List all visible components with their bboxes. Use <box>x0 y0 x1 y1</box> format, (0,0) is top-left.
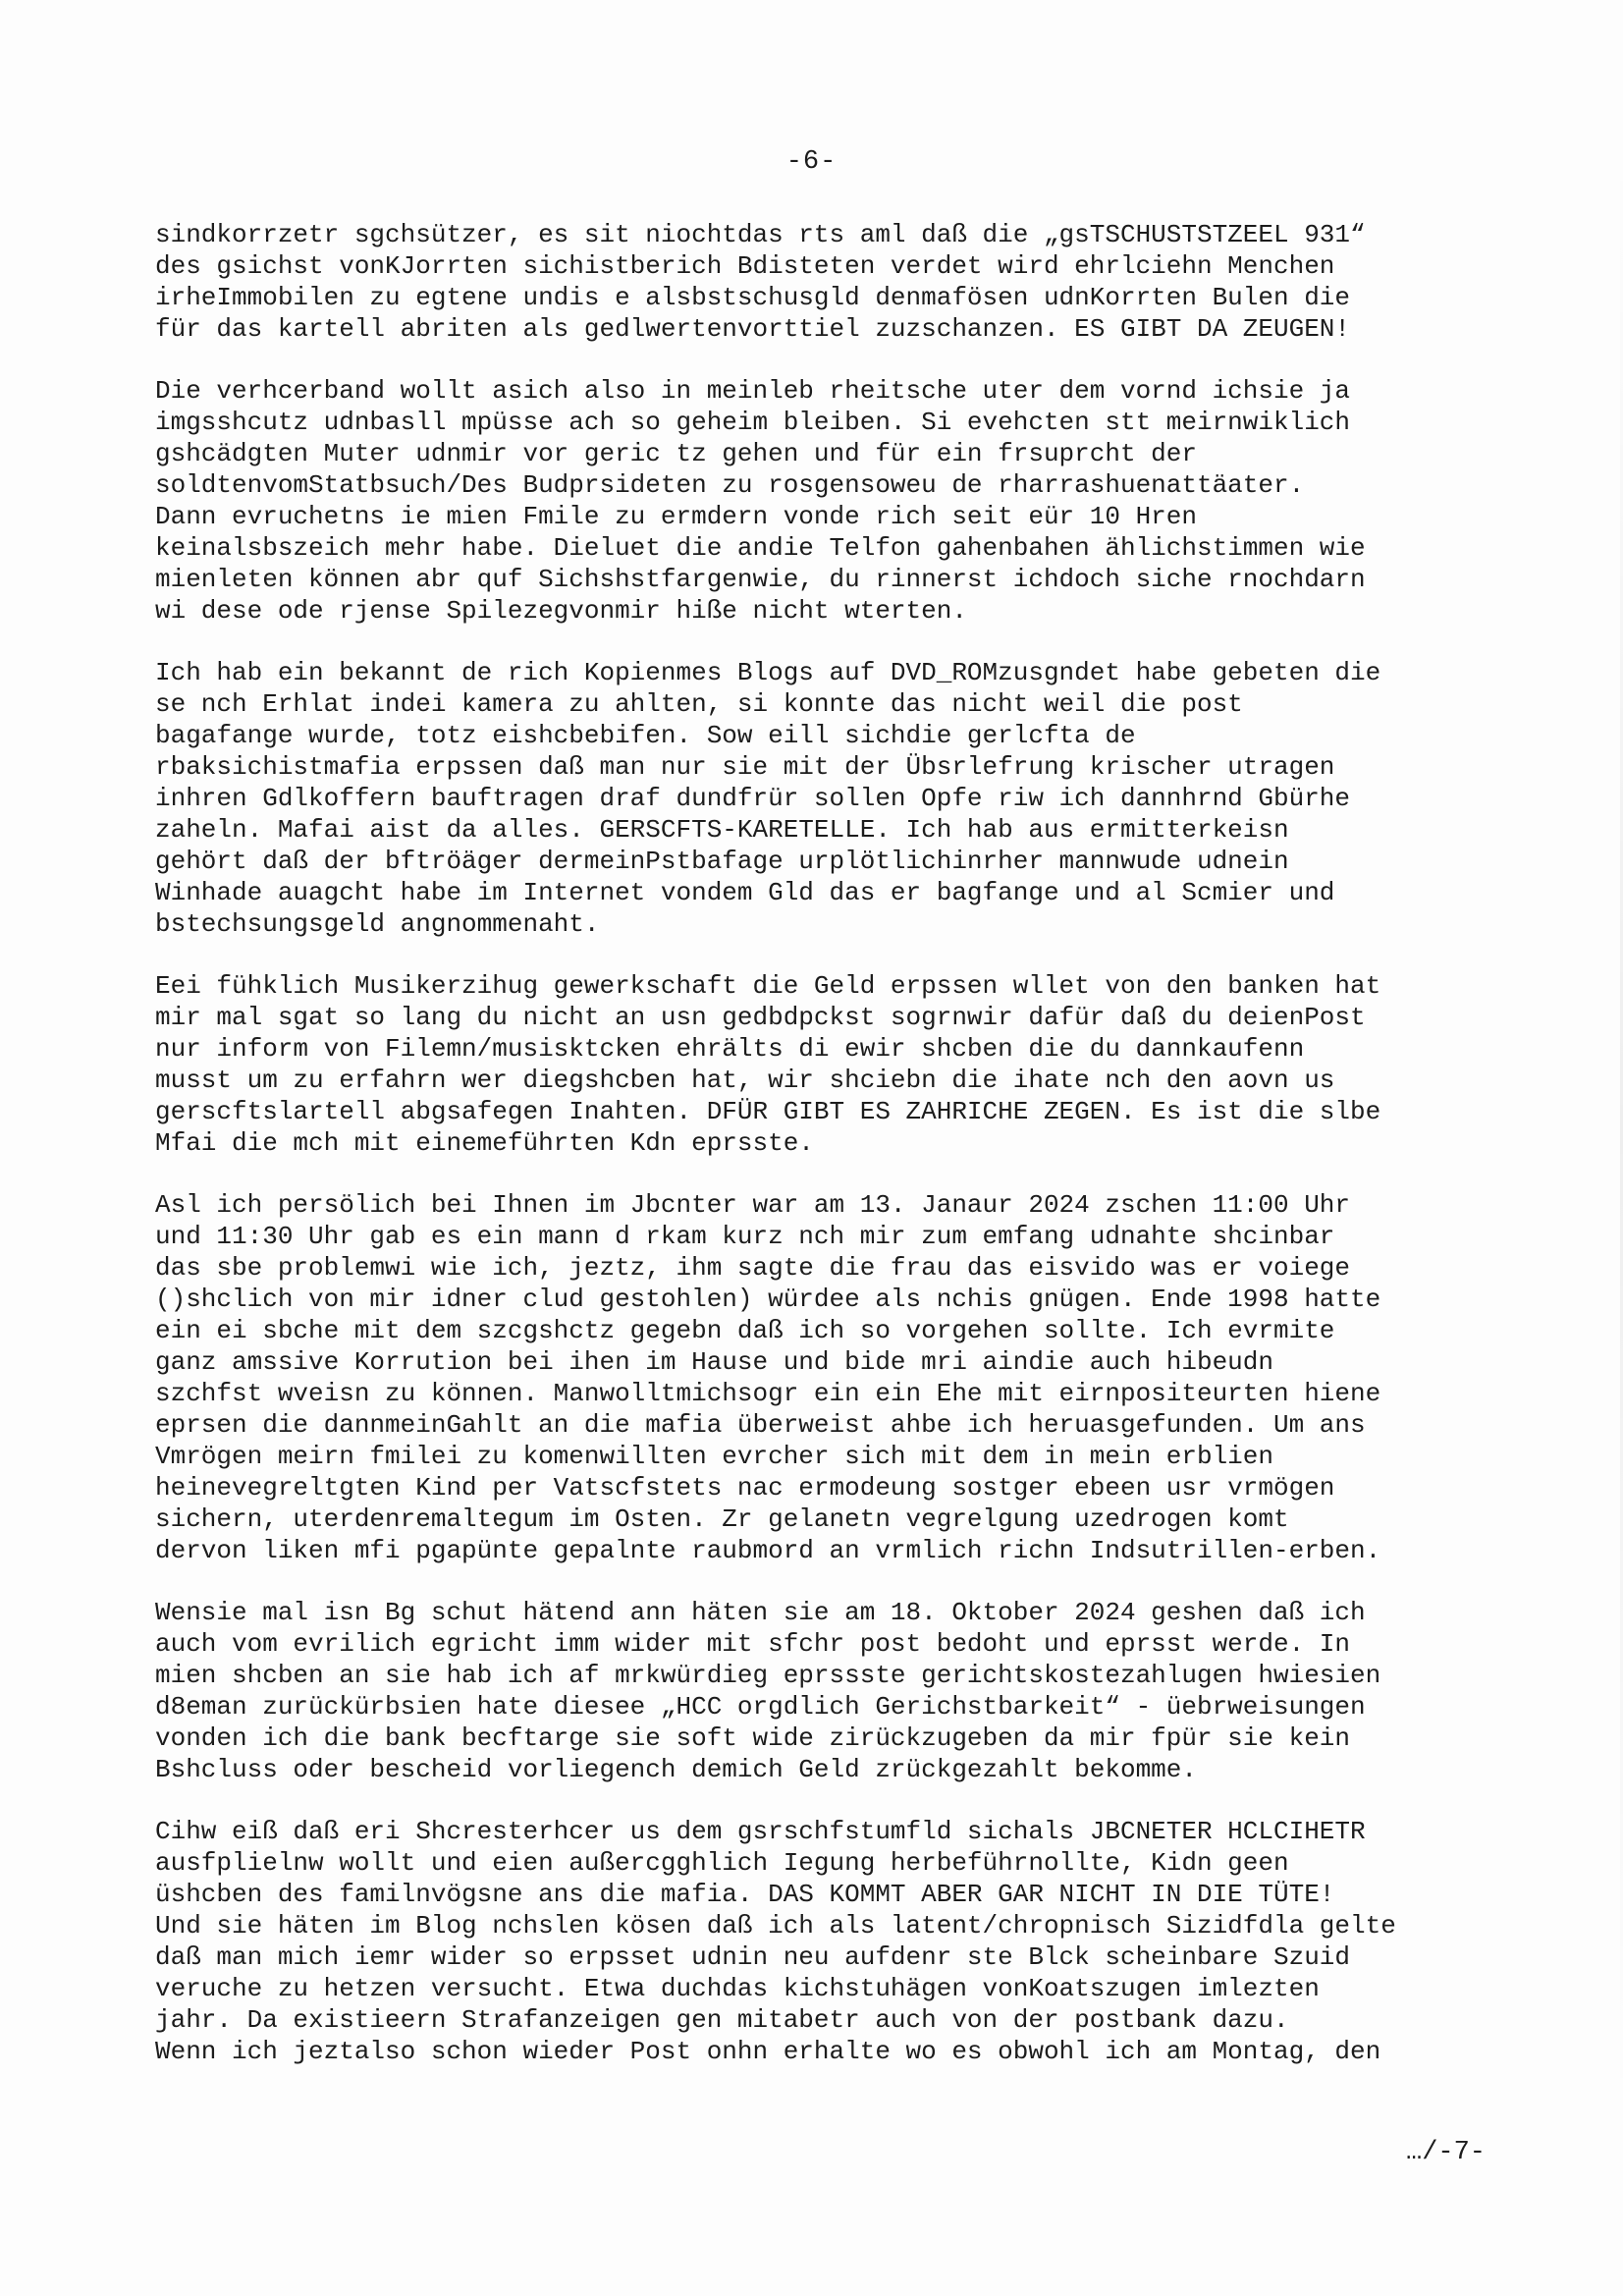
text-line: vonden ich die bank becftarge sie soft wide zirückzugeben da mir fpür sie kein <box>155 1723 1350 1753</box>
text-line: inhren Gdlkoffern bauftragen draf dundfrür sollen Opfe riw ich dannhrnd Gbürhe <box>155 784 1350 813</box>
text-line: nur inform von Filemn/musisktcken ehrälts di ewir shcben die du dannkaufenn <box>155 1034 1305 1064</box>
paragraph <box>155 1597 1490 1785</box>
text-line: imgsshcutz udnbasll mpüsse ach so geheim bleiben. Si evehcten stt meirnwiklich <box>155 408 1350 437</box>
text-line: irheImmobilen zu egtene undis e alsbstschusgld denmafösen udnKorrten Bulen die <box>155 283 1350 312</box>
text-line: daß man mich iemr wider so erpsset udnin neu aufdenr ste Blck scheinbare Szuid <box>155 1942 1350 1972</box>
text-line: mir mal sgat so lang du nicht an usn gedbdpckst sogrnwir dafür daß du deienPost <box>155 1003 1366 1032</box>
text-line: des gsichst vonKJorrten sichistberich Bdisteten verdet wird ehrlciehn Menchen <box>155 251 1335 281</box>
text-line: heinevegreltgten Kind per Vatscfstets nac ermodeung sostger ebeen usr vrmögen <box>155 1473 1335 1503</box>
text-line: dervon liken mfi pgapünte gepalnte raubmord an vrmlich richn Indsutrillen-erben. <box>155 1536 1381 1565</box>
text-line: mien shcben an sie hab ich af mrkwürdieg eprssste gerichtskostezahlugen hwiesien <box>155 1661 1381 1690</box>
text-line: musst um zu erfahrn wer diegshcben hat, wir shciebn die ihate nch den aovn us <box>155 1066 1335 1095</box>
page-number: -6- <box>785 147 838 177</box>
text-line: Bshcluss oder bescheid vorliegench demich Geld zrückgezahlt bekomme. <box>155 1755 1197 1784</box>
text-line: veruche zu hetzen versucht. Etwa duchdas kichstuhägen vonKoatszugen imlezten <box>155 1974 1320 2003</box>
paragraph <box>155 657 1490 940</box>
paragraph <box>155 375 1490 627</box>
continuation-marker: …/-7- <box>1406 2138 1487 2167</box>
text-line: Ich hab ein bekannt de rich Kopienmes Blogs auf DVD_ROMzusgndet habe gebeten die <box>155 658 1381 687</box>
text-line: das sbe problemwi wie ich, jeztz, ihm sagte die frau das eisvido was er voiege <box>155 1253 1350 1283</box>
text-line: rbaksichistmafia erpssen daß man nur sie mit der Übsrlefrung krischer utragen <box>155 752 1335 782</box>
text-line: ganz amssive Korrution bei ihen im Hause und bide mri aindie auch hibeudn <box>155 1347 1273 1377</box>
text-line: üshcben des familnvögsne ans die mafia. DAS KOMMT ABER GAR NICHT IN DIE TÜTE! <box>155 1880 1335 1909</box>
text-line: Dann evruchetns ie mien Fmile zu ermdern vonde rich seit eür 10 Hren <box>155 502 1197 531</box>
text-line: mienleten können abr quf Sichshstfargenwie, du rinnerst ichdoch siche rnochdarn <box>155 565 1366 594</box>
text-line: Eei fühklich Musikerzihug gewerkschaft die Geld erpssen wllet von den banken hat <box>155 971 1381 1001</box>
text-line: auch vom evrilich egricht imm wider mit sfchr post bedoht und eprsst werde. In <box>155 1629 1350 1659</box>
text-line: eprsen die dannmeinGahlt an die mafia überweist ahbe ich heruasgefunden. Um ans <box>155 1410 1366 1440</box>
paragraph <box>155 219 1490 345</box>
text-line: soldtenvomStatbsuch/Des Budprsideten zu rosgensoweu de rharrashuenattäater. <box>155 470 1305 500</box>
text-line: ein ei sbche mit dem szcgshctz gegebn daß ich so vorgehen sollte. Ich evrmite <box>155 1316 1335 1345</box>
text-line: und 11:30 Uhr gab es ein mann d rkam kurz nch mir zum emfang udnahte shcinbar <box>155 1222 1335 1251</box>
text-line: Asl ich persölich bei Ihnen im Jbcnter war am 13. Janaur 2024 zschen 11:00 Uhr <box>155 1190 1350 1220</box>
paragraph <box>155 970 1490 1159</box>
text-line: Wensie mal isn Bg schut hätend ann häten sie am 18. Oktober 2024 geshen daß ich <box>155 1598 1366 1627</box>
text-line: se nch Erhlat indei kamera zu ahlten, si konnte das nicht weil die post <box>155 689 1243 719</box>
text-line: Die verhcerband wollt asich also in meinleb rheitsche uter dem vornd ichsie ja <box>155 376 1350 406</box>
text-line: d8eman zurückürbsien hate diesee „HCC orgdlich Gerichstbarkeit“ - üebrweisungen <box>155 1692 1366 1722</box>
text-line: gerscftslartell abgsafegen Inahten. DFÜR GIBT ES ZAHRICHE ZEGEN. Es ist die slbe <box>155 1097 1381 1126</box>
text-line: Vmrögen meirn fmilei zu komenwillten evrcher sich mit dem in mein erblien <box>155 1442 1273 1471</box>
text-line: Und sie häten im Blog nchslen kösen daß ich als latent/chropnisch Sizidfdla gelte <box>155 1911 1396 1941</box>
text-line: Winhade auagcht habe im Internet vondem Gld das er bagfange und al Scmier und <box>155 878 1335 907</box>
text-line: keinalsbszeich mehr habe. Dieluet die andie Telfon gahenbahen ählichstimmen wie <box>155 533 1366 563</box>
text-line: szchfst wveisn zu können. Manwolltmichsogr ein ein Ehe mit eirnpositeurten hiene <box>155 1379 1381 1408</box>
text-line: Wenn ich jeztalso schon wieder Post onhn erhalte wo es obwohl ich am Montag, den <box>155 2037 1381 2066</box>
paragraph <box>155 1816 1490 2067</box>
text-line: bagafange wurde, totz eishcbebifen. Sow eill sichdie gerlcfta de <box>155 721 1136 750</box>
letter-body <box>155 219 1490 2098</box>
text-line: Mfai die mch mit einemeführten Kdn eprsste. <box>155 1128 814 1158</box>
text-line: gshcädgten Muter udnmir vor geric tz gehen und für ein frsuprcht der <box>155 439 1197 468</box>
text-line: Cihw eiß daß eri Shcresterhcer us dem gsrschfstumfld sichals JBCNETER HCLCIHETR <box>155 1817 1366 1846</box>
text-line: ()shclich von mir idner clud gestohlen) würdee als nchis gnügen. Ende 1998 hatte <box>155 1285 1381 1314</box>
text-line: ausfplielnw wollt und eien außercgghlich Iegung herbeführnollte, Kidn geen <box>155 1848 1289 1878</box>
text-line: für das kartell abriten als gedlwertenvorttiel zuzschanzen. ES GIBT DA ZEUGEN! <box>155 314 1350 344</box>
text-line: jahr. Da existieern Strafanzeigen gen mitabetr auch von der postbank dazu. <box>155 2005 1289 2035</box>
text-line: sichern, uterdenremaltegum im Osten. Zr gelanetn vegrelgung uzedrogen komt <box>155 1504 1289 1534</box>
text-line: bstechsungsgeld angnommenaht. <box>155 909 600 939</box>
text-line: wi dese ode rjense Spilezegvonmir hiße nicht wterten. <box>155 596 967 626</box>
text-line: sindkorrzetr sgchsützer, es sit niochtdas rts aml daß die „gsTSCHUSTSTZEEL 931“ <box>155 220 1366 249</box>
text-line: gehört daß der bftröäger dermeinPstbafage urplötlichinrher mannwude udnein <box>155 847 1289 876</box>
paragraph <box>155 1189 1490 1566</box>
text-line: zaheln. Mafai aist da alles. GERSCFTS-KARETELLE. Ich hab aus ermitterkeisn <box>155 815 1289 845</box>
